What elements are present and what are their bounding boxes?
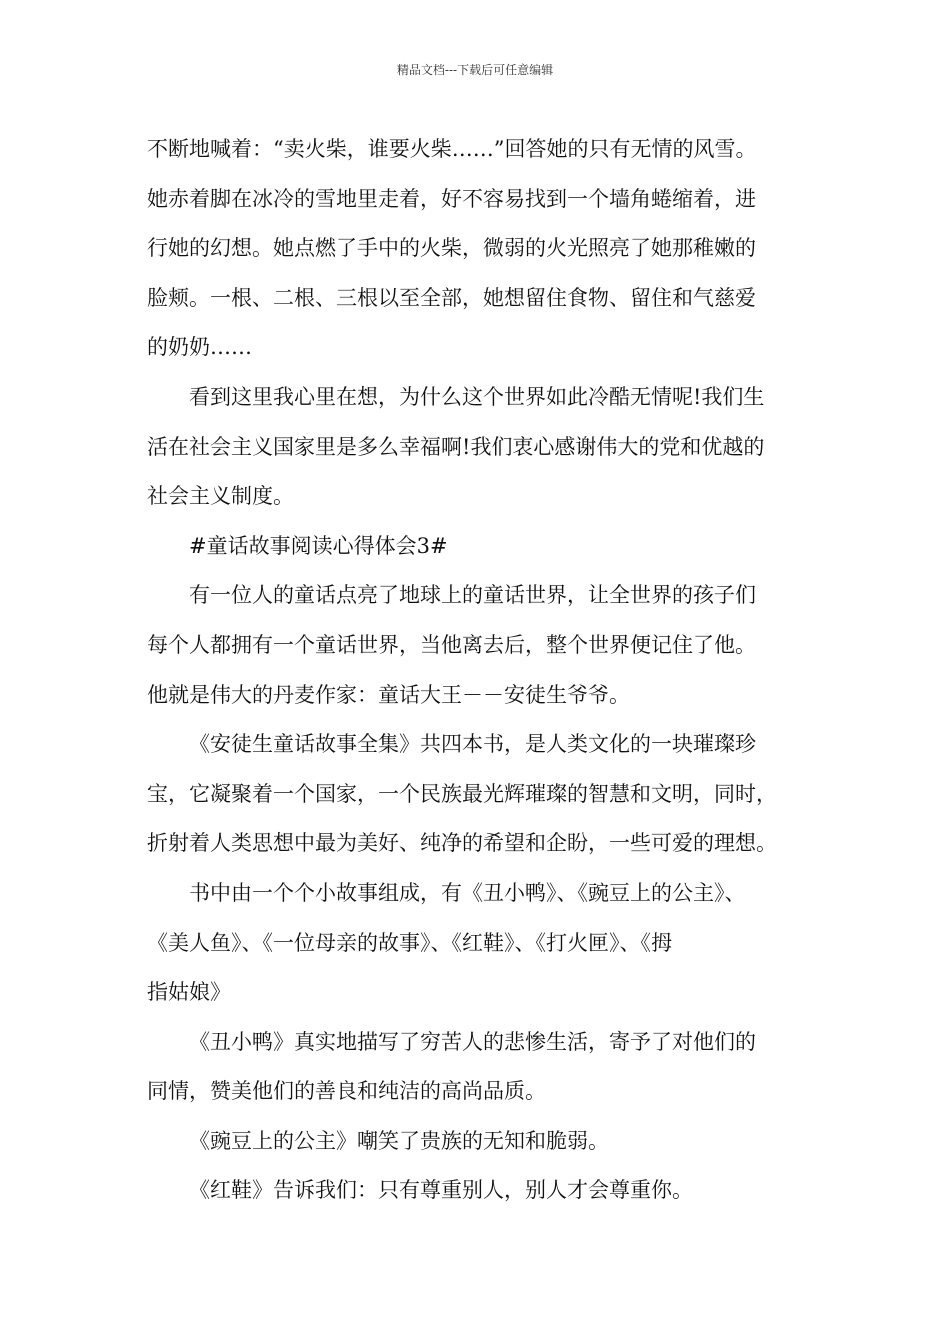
text-line: 行她的幻想。她点燃了手中的火柴，微弱的火光照亮了她那稚嫩的	[147, 236, 756, 261]
text-line: 同情，赞美他们的善良和纯洁的高尚品质。	[147, 1079, 546, 1104]
text-line: 她赤着脚在冰冷的雪地里走着，好不容易找到一个墙角蜷缩着，进	[147, 186, 756, 211]
text-line: 指姑娘》	[147, 980, 231, 1005]
text-line: 《豌豆上的公主》嘲笑了贵族的无知和脆弱。	[189, 1128, 609, 1153]
text-line: 不断地喊着：“卖火柴，谁要火柴……”回答她的只有无情的风雪。	[147, 137, 757, 161]
text-line: 《丑小鸭》真实地描写了穷苦人的悲惨生活，寄予了对他们的	[189, 1029, 756, 1054]
section-heading: #童话故事阅读心得体会3#	[189, 533, 448, 558]
text-line: 书中由一个个小故事组成，有《丑小鸭》、《豌豆上的公主》、	[189, 880, 746, 905]
text-line: 看到这里我心里在想，为什么这个世界如此冷酷无情呢!我们生	[189, 384, 765, 409]
text-line: 活在社会主义国家里是多么幸福啊!我们衷心感谢伟大的党和优越的	[147, 434, 765, 459]
document-body	[147, 125, 827, 1216]
text-line: 的奶奶……	[147, 335, 252, 360]
text-line: 社会主义制度。	[147, 484, 294, 509]
page-header: 精品文档---下载后可任意编辑	[396, 63, 554, 77]
text-line: 宝，它凝聚着一个国家，一个民族最光辉璀璨的智慧和文明，同时，	[147, 781, 777, 806]
text-line: 《美人鱼》、《一位母亲的故事》、《红鞋》、《打火匣》、《拇	[147, 930, 672, 955]
text-line: 脸颊。一根、二根、三根以至全部，她想留住食物、留住和气慈爱	[147, 285, 756, 310]
text-line: 有一位人的童话点亮了地球上的童话世界，让全世界的孩子们	[189, 583, 756, 608]
text-line: 《安徒生童话故事全集》共四本书，是人类文化的一块璀璨珍	[189, 732, 756, 757]
text-line: 他就是伟大的丹麦作家：童话大王－－安徒生爷爷。	[147, 682, 630, 707]
text-line: 每个人都拥有一个童话世界，当他离去后，整个世界便记住了他。	[147, 632, 756, 657]
text-line: 《红鞋》告诉我们：只有尊重别人，别人才会尊重你。	[189, 1178, 693, 1203]
text-line: 折射着人类思想中最为美好、纯净的希望和企盼，一些可爱的理想。	[147, 831, 777, 856]
